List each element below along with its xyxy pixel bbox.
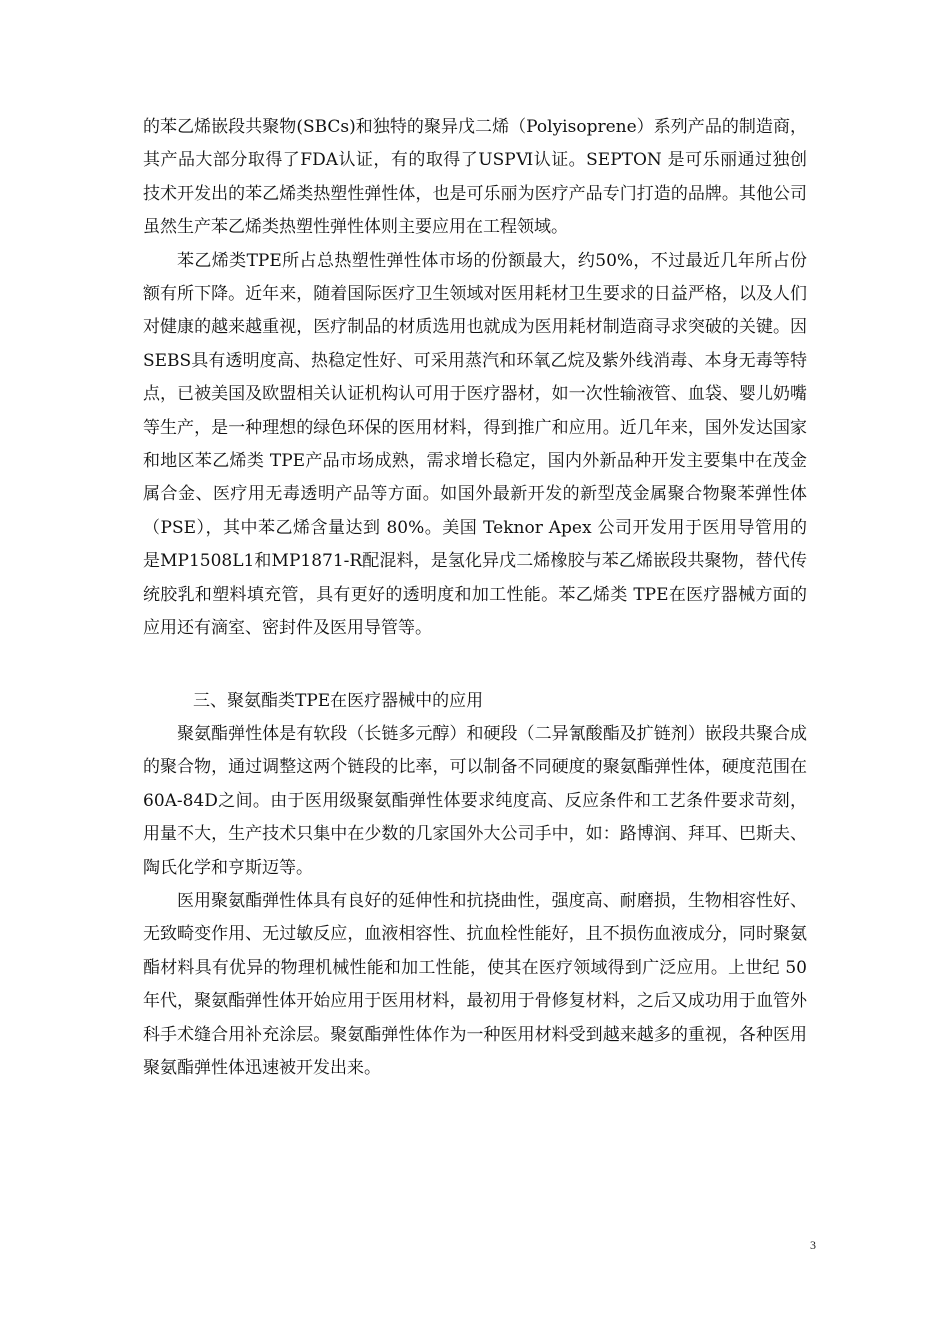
paragraph-continuation: 的苯乙烯嵌段共聚物(SBCs)和独特的聚异戊二烯（Polyisoprene）系列产品的制造商，其产品大部分取得了FDA认证，有的取得了USPⅥ认证。SEPTON 是可乐丽通过独创技术开发出的苯乙烯类热塑性弹性体，也是可乐丽为医疗产品专门打造的品牌。其他公司虽然生产苯乙烯类热塑性弹性体则主要应用在工程领域。	[143, 117, 807, 238]
paragraph-styrene-tpe: 苯乙烯类TPE所占总热塑性弹性体市场的份额最大，约50%，不过最近几年所占份额有所下降。近年来，随着国际医疗卫生领域对医用耗材卫生要求的日益严格，以及人们对健康的越来越重视，医疗制品的材质选用也就成为医用耗材制造商寻求突破的关键。因SEBS具有透明度高、热稳定性好、可采用蒸汽和环氧乙烷及紫外线消毒、本身无毒等特点，已被美国及欧盟相关认证机构认可用于医疗器材，如一次性输液管、血袋、婴儿奶嘴等生产，是一种理想的绿色环保的医用材料，得到推广和应用。近几年来，国外发达国家和地区苯乙烯类 TPE产品市场成熟，需求增长稳定，国内外新品种开发主要集中在茂金属合金、医疗用无毒透明产品等方面。如国外最新开发的新型茂金属聚合物聚苯弹性体（PSE），其中苯乙烯含量达到 80%。美国 Teknor Apex 公司开发用于医用导管用的是MP1508L1和MP1871-R配混料，是氢化异戊二烯橡胶与苯乙烯嵌段共聚物，替代传统胶乳和塑料填充管，具有更好的透明度和加工性能。苯乙烯类 TPE在医疗器械方面的应用还有滴室、密封件及医用导管等。	[143, 250, 807, 639]
page-number: 3	[810, 1238, 816, 1252]
document-body	[143, 111, 807, 1085]
paragraph-polyurethane-intro: 聚氨酯弹性体是有软段（长链多元醇）和硬段（二异氰酸酯及扩链剂）嵌段共聚合成的聚合物，通过调整这两个链段的比率，可以制备不同硬度的聚氨酯弹性体，硬度范围在60A-84D之间。由于医用级聚氨酯弹性体要求纯度高、反应条件和工艺条件要求苛刻，用量不大，生产技术只集中在少数的几家国外大公司手中，如：路博润、拜耳、巴斯夫、陶氏化学和亨斯迈等。	[143, 723, 807, 878]
paragraph-medical-polyurethane: 医用聚氨酯弹性体具有良好的延伸性和抗挠曲性，强度高、耐磨损，生物相容性好、无致畸变作用、无过敏反应，血液相容性、抗血栓性能好，且不损伤血液成分，同时聚氨酯材料具有优异的物理机械性能和加工性能，使其在医疗领域得到广泛应用。上世纪 50 年代，聚氨酯弹性体开始应用于医用材料，最初用于骨修复材料，之后又成功用于血管外科手术缝合用补充涂层。聚氨酯弹性体作为一种医用材料受到越来越多的重视，各种医用聚氨酯弹性体迅速被开发出来。	[143, 890, 807, 1078]
section-heading: 三、聚氨酯类TPE在医疗器械中的应用	[193, 690, 484, 711]
